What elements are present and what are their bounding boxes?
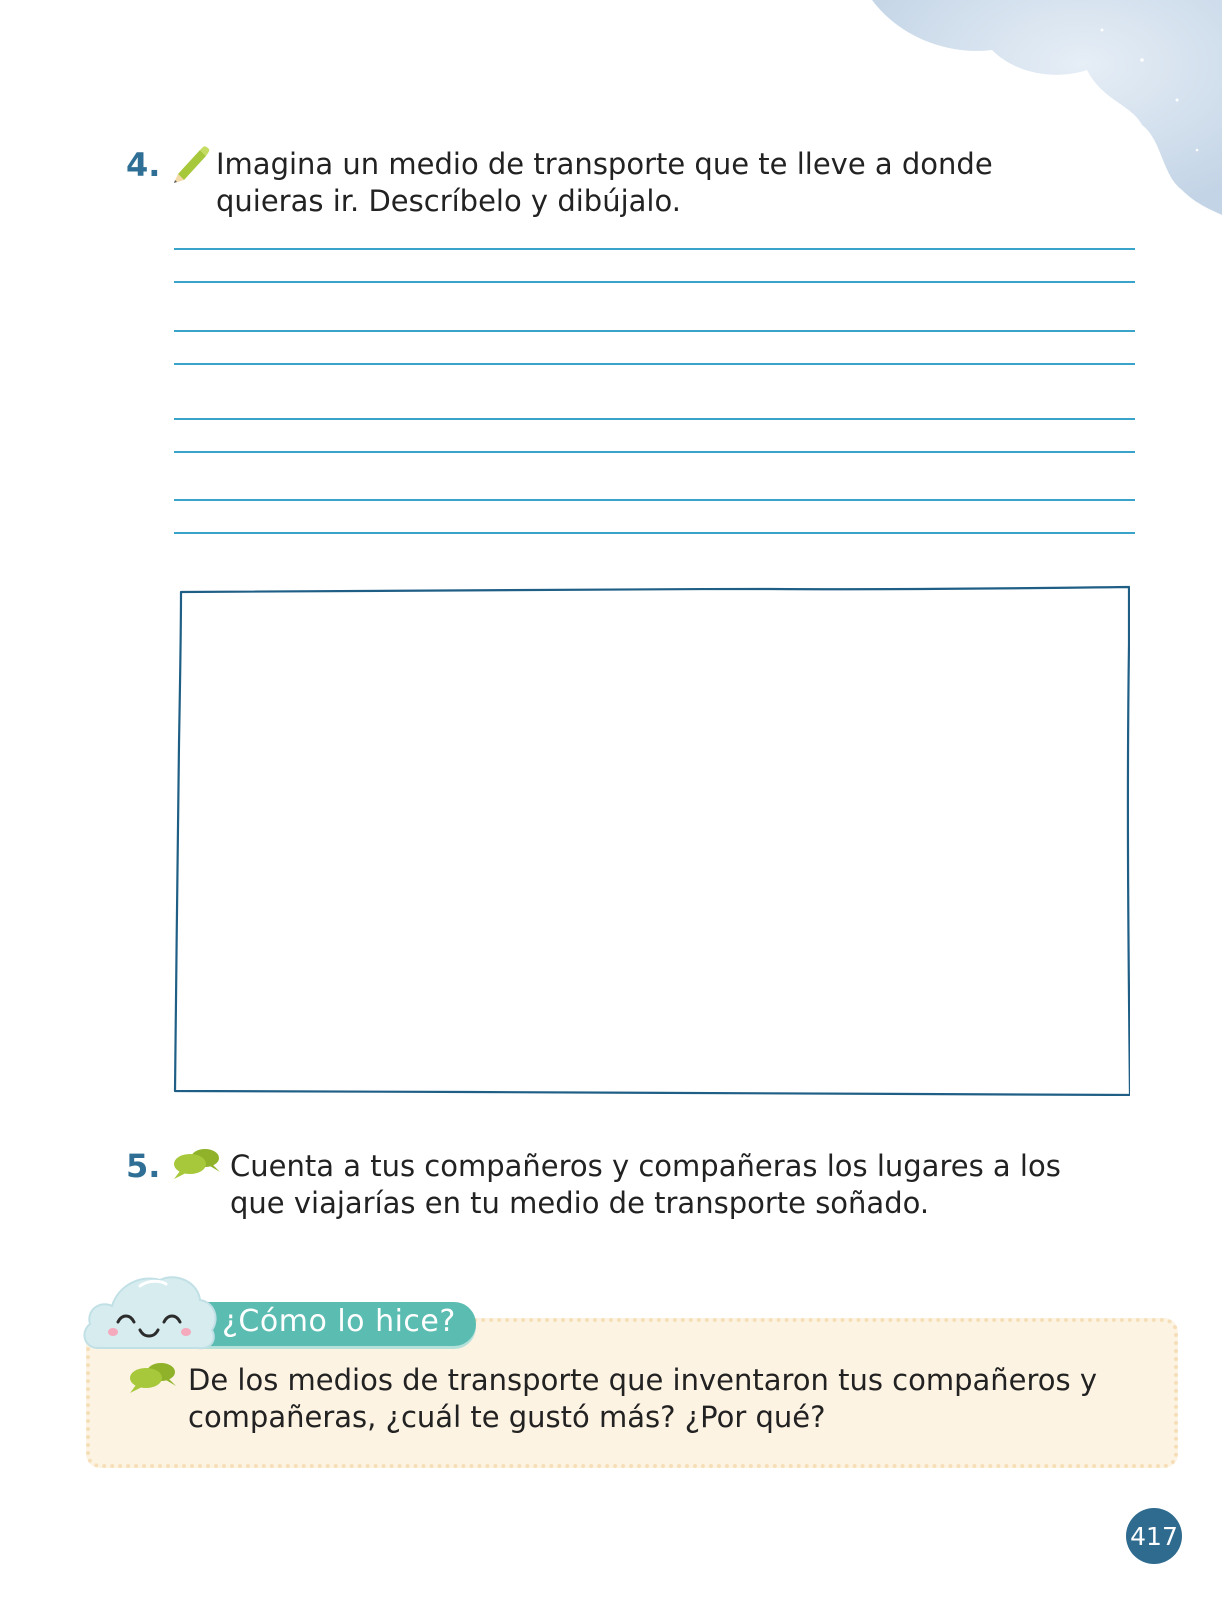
writing-line[interactable] [174,532,1135,534]
writing-line[interactable] [174,418,1135,420]
writing-line[interactable] [174,451,1135,453]
decorative-cloud [842,0,1222,220]
writing-line[interactable] [174,330,1135,332]
question-5-number: 5. [126,1147,161,1185]
question-4-number: 4. [126,146,161,184]
page-number: 417 [1126,1508,1182,1564]
reflection-title: ¿Cómo lo hice? [222,1304,456,1339]
question-5-text-line2: que viajarías en tu medio de transporte soñado. [230,1186,930,1220]
question-4-text-line2: quieras ir. Descríbelo y dibújalo. [216,184,681,218]
writing-line[interactable] [174,281,1135,283]
speech-bubbles-icon [172,1146,222,1180]
writing-line[interactable] [174,363,1135,365]
speech-bubbles-icon [128,1360,178,1394]
drawing-area[interactable] [170,584,1130,1096]
pencil-icon [170,142,212,184]
writing-line[interactable] [174,248,1135,250]
reflection-text-line1: De los medios de transporte que inventaron tus compañeros y [188,1363,1098,1397]
reflection-text-line2: compañeras, ¿cuál te gustó más? ¿Por qué? [188,1400,826,1434]
writing-line[interactable] [174,499,1135,501]
question-4-text-line1: Imagina un medio de transporte que te lleve a donde [216,147,993,181]
smiling-cloud-icon [80,1268,220,1358]
question-5-text-line1: Cuenta a tus compañeros y compañeras los lugares a los [230,1149,1061,1183]
